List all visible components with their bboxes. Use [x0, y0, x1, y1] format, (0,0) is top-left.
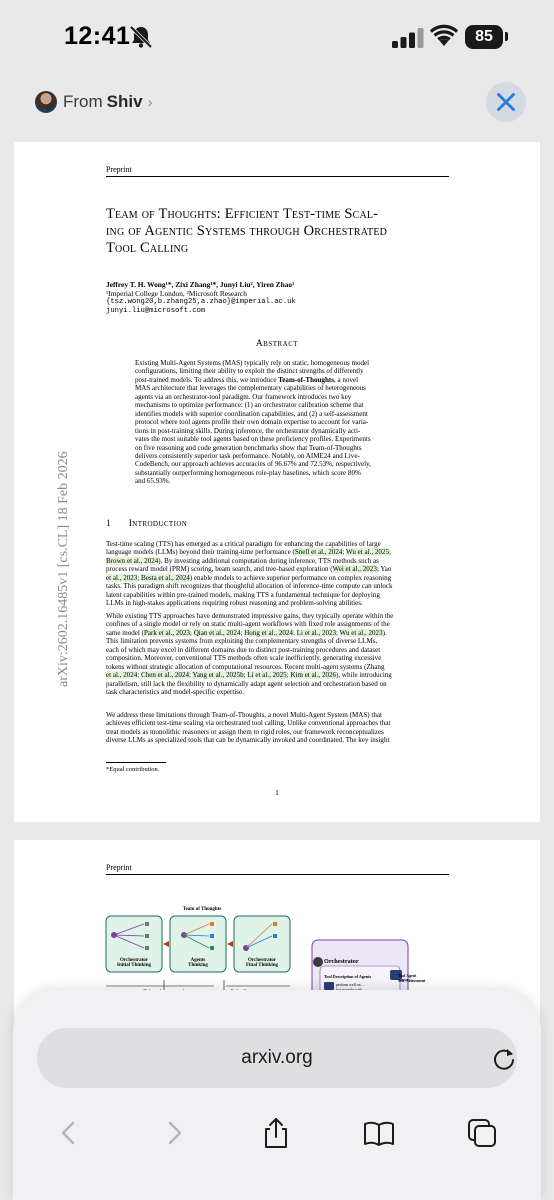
author-email: junyi.liu@microsoft.com: [106, 307, 206, 315]
body-line: composition. Moreover, conventional TTS methods often scale inefficiently, generating excessive: [106, 654, 382, 663]
author-list: Jeffrey T. H. Wong¹*, Zixi Zhang¹*, Junyi Liu², Yiren Zhao¹: [106, 280, 295, 289]
body-line: Test-time scaling (TTS) has emerged as a critical paradigm for enhancing the capabilities of large: [106, 540, 381, 548]
body-line: process reward model (PRM) scoring, beam search, and tree-based exploration (Wei et al., 2023; Yao: [106, 565, 392, 574]
title-line: Team of Thoughts: Efficient Test-time Scal-: [106, 206, 379, 222]
status-bar: [0, 0, 554, 76]
share-button[interactable]: [258, 1115, 294, 1151]
browser-toolbar: [13, 990, 541, 1200]
abstract-line: post-trained models. To address this, we introduce Team-of-Thoughts, a novel: [135, 375, 359, 384]
affiliations: ¹Imperial College London, ²Microsoft Research: [106, 289, 247, 298]
abstract-line: vates the most suitable tool agents based on these proficiency profiles. Experiments: [135, 435, 371, 444]
figure-label-orch-initial: Orchestrator Initial Thinking: [117, 958, 151, 968]
figure-label-agents: Agents Thinking: [188, 958, 208, 968]
chevron-right-icon: ›: [147, 93, 153, 111]
avatar: [35, 91, 57, 113]
running-head: Preprint: [106, 165, 132, 174]
wifi-icon: [429, 24, 459, 48]
body-line: latent capabilities within pre-trained models, making TTS a fundamental technique for deploying: [106, 590, 380, 599]
body-line: achieves efficient test-time scaling via orchestrated tool calling. Unlike conventional approaches that: [106, 719, 391, 728]
battery-indicator: 85: [465, 25, 503, 49]
shared-from-link[interactable]: [35, 88, 153, 116]
body-line: We address these limitations through Team-of-Thoughts, a novel Multi-Agent System (MAS) that: [106, 711, 382, 719]
abstract-line: identifies models with superior coordination capabilities, and (2) a self-assessment: [135, 409, 368, 418]
body-line: language models (LLMs) beyond their training-time performance (Snell et al., 2024; Wu et al., 2025;: [106, 548, 391, 557]
header-rule: [106, 176, 449, 177]
paper-title: [106, 206, 461, 257]
back-button[interactable]: [51, 1115, 87, 1151]
figure-text: perform well on ...: [336, 983, 365, 987]
body-line: LLMs in high-stakes applications requiring robust reasoning and problem-solving abilities.: [106, 599, 363, 608]
close-button[interactable]: [486, 82, 526, 122]
url-text: arxiv.org: [241, 1047, 313, 1068]
footnote: *Equal contribution.: [106, 766, 160, 773]
body-line: parallelism, still lack the flexibility to dynamically adapt agent selection and orchestration based on: [106, 679, 387, 688]
abstract-line: substantially outperforming homogeneous role-play baselines, which score 80%: [135, 468, 361, 477]
title-line: ing of Agentic Systems through Orchestrated: [106, 223, 388, 239]
abstract-line: Existing Multi-Agent Systems (MAS) typically rely on static, homogeneous model: [135, 359, 370, 367]
abstract-line: and 65.93%.: [135, 477, 171, 486]
body-line: each of which may excel in different domains due to distinct post-training procedures and dataset: [106, 645, 381, 654]
bookmarks-button[interactable]: [361, 1115, 397, 1151]
intro-paragraph-3: [106, 711, 452, 745]
title-line: Tool Calling: [106, 240, 189, 256]
body-line: tokens without strategic allocation of computational resources. Recent multi-agent systems (Zhang: [106, 662, 385, 671]
figure-label-orch-final: Orchestrator Final Thinking: [245, 958, 278, 968]
arxiv-identifier[interactable]: arXiv:2602.16485v1 [cs.CL] 18 Feb 2026: [56, 451, 71, 687]
section-number: 1: [106, 519, 112, 529]
clock: 12:41: [64, 22, 131, 50]
pdf-page-1[interactable]: [14, 142, 540, 822]
body-line: tasks. This paradigm shift recognizes that thoughtful allocation of inference-time compute can unlock: [106, 582, 393, 591]
bell-slash-icon: [128, 24, 154, 50]
body-line: While existing TTS approaches have demonstrated impressive gains, they typically operate within the: [106, 612, 394, 620]
figure-label-team: Team of Thoughts: [182, 907, 222, 912]
tabs-button[interactable]: [464, 1115, 500, 1151]
intro-paragraph-1: [106, 540, 452, 608]
abstract-line: configurations, limiting their ability to exploit the distinct strengths of differently: [135, 367, 364, 376]
close-icon: [486, 82, 526, 122]
abstract-text: [135, 359, 423, 486]
from-label: From: [63, 92, 103, 111]
abstract-line: tions in post-training skills. During inference, the orchestrator dynamically acti-: [135, 426, 361, 435]
body-line: same model (Park et al., 2023; Qian et al., 2024; Hong et al., 2024; Li et al., 2023; Wu et al., 2023).: [106, 628, 387, 637]
running-head: Preprint: [106, 863, 132, 872]
abstract-line: agents via an orchestrator-tool paradigm. Our framework introduces two key: [135, 392, 352, 401]
body-line: task characteristics and model-specific expertise.: [106, 688, 244, 697]
author-email: {tsz.wong20,b.zhang25,a.zhao}@imperial.ac.uk: [106, 298, 296, 306]
figure-label-orchestrator: Orchestrator: [324, 958, 359, 965]
figure-label-tool-desc: Tool Description of Agents: [324, 974, 372, 979]
abstract-line: CodeBench, our approach achieves accuracies of 96.67% and 72.53%, respectively,: [135, 460, 371, 469]
footnote-rule: [106, 762, 166, 763]
abstract-line: mechanisms to optimize performance: (1) an orchestrator calibration scheme that: [135, 401, 364, 410]
from-name: Shiv: [106, 92, 143, 111]
intro-paragraph-2: [106, 612, 452, 697]
body-line: This limitation prevents systems from exploiting the complementary strengths of diverse LLMs,: [106, 637, 378, 646]
figure-label-tool-agent: Tool Agent Self-Assessment: [398, 973, 426, 983]
address-bar[interactable]: [37, 1028, 517, 1088]
abstract-line: protocol where tool agents profile their own domain expertise to account for varia-: [135, 418, 369, 427]
abstract-heading: Abstract: [255, 339, 299, 349]
abstract-line: delivers consistently superior task performance. Notably, on AIME24 and Live-: [135, 451, 360, 460]
body-line: treat models as monolithic reasoners or assign them to rigid roles, our framework reconceptualizes: [106, 727, 384, 736]
abstract-line: MAS architecture that leverages the complementary capabilities of heterogeneous: [135, 384, 366, 393]
forward-button[interactable]: [156, 1115, 192, 1151]
section-heading: [106, 519, 187, 529]
body-line: et al., 2023; Besta et al., 2024) enable models to achieve superior performance on complex reasoning: [106, 573, 392, 582]
section-title: Introduction: [128, 519, 188, 529]
battery-tip: [505, 32, 508, 41]
page-number: 1: [275, 788, 279, 797]
body-line: et al., 2024; Chen et al., 2024; Yang et al., 2025b; Li et al., 2025; Kim et al., 2026), while introducing: [106, 671, 392, 680]
body-line: Brown et al., 2024). By investing additional computation during inference, TTS methods such as: [106, 556, 379, 565]
body-line: confines of a single model or rely on static multi-agent workflows with fixed role assignments of the: [106, 620, 390, 629]
body-line: diverse LLMs as specialized tools that can be dynamically invoked and coordinated. The key insight: [106, 736, 390, 745]
cellular-signal-icon: [391, 27, 425, 49]
abstract-line: on five reasoning and code generation benchmarks show that Team-of-Thoughts: [135, 443, 362, 452]
reload-icon[interactable]: [491, 1046, 517, 1072]
